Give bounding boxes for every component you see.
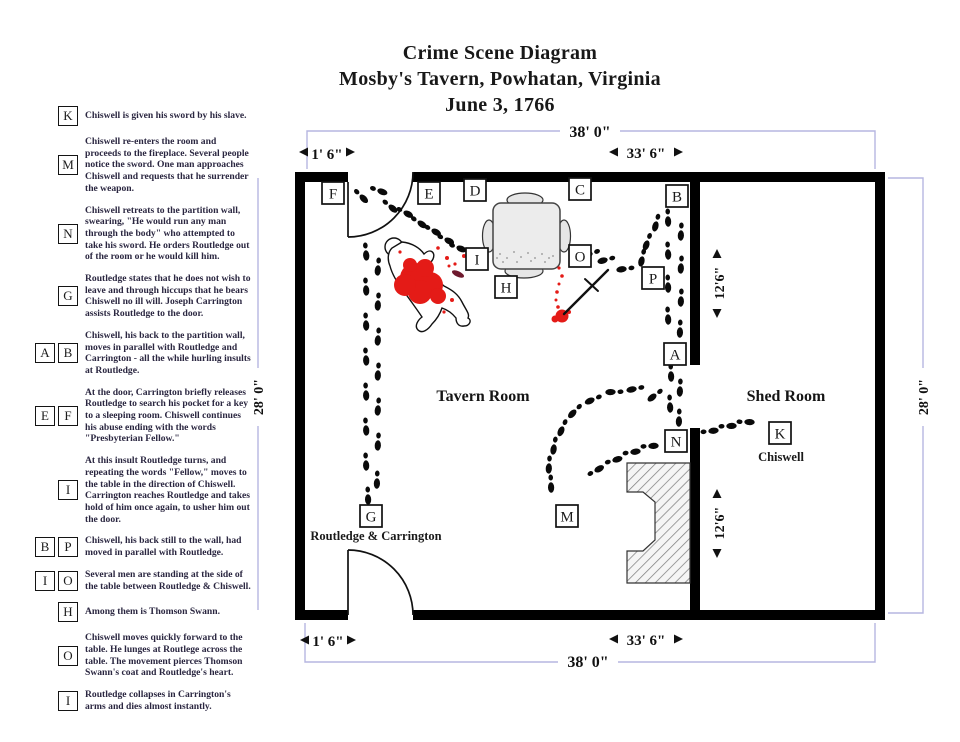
- legend-text: Chiswell moves quickly forward to the table. He lunges at Routlege across the table. The movement pierces Thomson Swann's coat and Routledge's heart.: [85, 632, 243, 679]
- legend-text: Routledge collapses in Carrington's arms and dies almost instantly.: [85, 689, 231, 712]
- dim-height-right: 28' 0": [917, 378, 932, 416]
- marker-M: [556, 505, 578, 527]
- dimension-arrow-left: [609, 635, 618, 644]
- marker-C: [569, 178, 591, 200]
- footprint-icon: [448, 241, 467, 254]
- routledge-carrington-label: Routledge & Carrington: [310, 529, 442, 543]
- marker-letter-O: O: [574, 249, 586, 266]
- legend-letter-A: A: [35, 343, 55, 363]
- dim-small-bottom: 1' 6": [312, 634, 344, 650]
- legend-text: Among them is Thomson Swann.: [85, 606, 220, 618]
- legend-text: Chiswell re-enters the room and proceeds to the fireplace. Several people notice the sword. One man approaches Chiswell and requests that he surrender the weapon.: [85, 136, 249, 194]
- footprint-icon: [374, 470, 381, 488]
- trail-b-to-p: [637, 213, 661, 267]
- footprint-icon: [677, 378, 684, 396]
- marker-letter-K: K: [774, 426, 786, 443]
- dim-small-top: 1' 6": [311, 147, 343, 163]
- legend-letter-M: M: [58, 155, 78, 175]
- footprint-icon: [651, 213, 662, 232]
- table: [493, 203, 560, 269]
- dim-shed-upper: 12'6": [713, 266, 728, 300]
- footprint-icon: [586, 464, 605, 478]
- trail-n-to-k: [700, 419, 755, 436]
- legend-letter-F: F: [58, 406, 78, 426]
- bottom-wall-right: [413, 610, 885, 620]
- footprint-icon: [641, 232, 653, 251]
- footprint-icon: [381, 198, 399, 214]
- footprint-icon: [352, 187, 369, 204]
- marker-F: [322, 182, 344, 204]
- footprint-icon: [616, 264, 635, 273]
- footprint-icon: [374, 432, 381, 451]
- legend-text: Chiswell is given his sword by his slave.: [85, 110, 247, 122]
- marker-letter-F: F: [328, 186, 338, 203]
- plan-labels: [252, 124, 932, 671]
- legend-text: Chiswell, his back to the partition wall, moves in parallel with Routledge and Carrington - all the while hurling insults at Routledge.: [85, 329, 251, 376]
- footprint-icon: [374, 362, 381, 381]
- trail-a-to-n: [666, 363, 683, 426]
- footprint-icon: [374, 292, 381, 311]
- marker-letter-D: D: [469, 183, 481, 200]
- dimension-arrow-down: [713, 549, 722, 558]
- footprint-icon: [374, 397, 382, 416]
- tavern-room-label: Tavern Room: [436, 388, 530, 405]
- fireplace: [627, 463, 690, 583]
- trail-routledge-carrington: [362, 242, 382, 505]
- dimension-arrow-right: [674, 148, 683, 157]
- footprint-icon: [374, 257, 382, 276]
- footprint-icon: [556, 418, 569, 437]
- footprint-icon: [550, 436, 559, 455]
- marker-letter-M: M: [560, 509, 574, 526]
- footprint-icon: [665, 208, 672, 226]
- legend-letter-B: B: [35, 537, 55, 557]
- sword-blade: [564, 270, 608, 314]
- footprint-icon: [362, 347, 369, 366]
- right-wall: [875, 172, 885, 620]
- dimension-arrow-up: [713, 489, 722, 498]
- marker-letter-C: C: [574, 182, 586, 199]
- trail-chiswell-wall: [664, 208, 684, 337]
- footprint-icon: [736, 419, 754, 426]
- footprint-icon: [584, 393, 603, 406]
- legend-letter-O: O: [58, 571, 78, 591]
- footprint-icon: [622, 448, 641, 457]
- marker-letter-I: I: [474, 252, 480, 269]
- dim-partial-bottom: 33' 6": [626, 633, 666, 649]
- title-line-1: Crime Scene Diagram: [402, 42, 598, 64]
- dimension-arrow-right: [346, 148, 355, 157]
- legend-text: Chiswell, his back still to the wall, had moved in parallel with Routledge.: [85, 535, 242, 559]
- footprint-icon: [665, 274, 672, 292]
- footprint-icon: [362, 242, 370, 261]
- dimension-arrow-left: [299, 148, 308, 157]
- marker-letter-A: A: [669, 347, 681, 364]
- footprint-icon: [677, 255, 684, 274]
- marker-O: [569, 245, 591, 267]
- legend-letter-I: I: [58, 480, 78, 500]
- blood-trail: [552, 266, 572, 322]
- legend-text: Several men are standing at the side of the table between Routledge & Chiswell.: [85, 568, 251, 592]
- legend-letter-G: G: [58, 286, 78, 306]
- doors: [348, 172, 413, 615]
- footprint-icon: [637, 248, 647, 267]
- dimension-arrow-right: [674, 635, 683, 644]
- legend-letter-O: O: [58, 646, 78, 666]
- footprint-icon: [666, 394, 673, 412]
- footprint-icon: [362, 417, 369, 436]
- legend-letter-N: N: [58, 224, 78, 244]
- footprint-icon: [362, 382, 369, 400]
- partition-wall-lower: [690, 428, 700, 610]
- partition-wall-upper: [690, 182, 700, 365]
- legend-letter-B: B: [58, 343, 78, 363]
- footprint-icon: [664, 306, 671, 324]
- marker-letter-B: B: [671, 189, 683, 206]
- dimension-arrow-right: [347, 636, 356, 645]
- left-wall: [295, 172, 305, 620]
- dim-height-left: 28' 0": [252, 378, 267, 416]
- legend-text: Chiswell retreats to the partition wall, swearing, "He would run any man through the body" who attempted to take his sword. He orders Routledge out of the room or he would kill him.: [85, 204, 250, 263]
- footprint-icon: [668, 363, 675, 381]
- footprint-icon: [664, 241, 671, 259]
- legend-letter-I: I: [58, 691, 78, 711]
- marker-I: [466, 248, 488, 270]
- marker-P: [642, 267, 664, 289]
- footprint-icon: [545, 455, 552, 474]
- footprint-icon: [362, 312, 369, 330]
- chiswell-label: Chiswell: [758, 450, 804, 464]
- bloody-object: [451, 269, 465, 280]
- legend-text: Routledge states that he does not wish to leave and through hiccups that he bears Chiswell no ill will. Joseph Carrington assists Routledge to the door.: [85, 273, 251, 320]
- marker-B: [666, 185, 688, 207]
- footprint-icon: [362, 452, 369, 470]
- dim-partial-top: 33' 6": [626, 146, 666, 162]
- footprint-icon: [677, 319, 684, 337]
- footprint-icon: [548, 474, 555, 492]
- dimension-arrow-down: [713, 309, 722, 318]
- marker-letter-N: N: [670, 434, 682, 451]
- dim-shed-lower: 12'6": [713, 506, 728, 540]
- dim-total-top: 38' 0": [569, 124, 611, 141]
- marker-N: [665, 430, 687, 452]
- top-door: [348, 172, 413, 237]
- footprint-icon: [640, 443, 658, 450]
- title-line-2: Mosby's Tavern, Powhatan, Virginia: [339, 68, 661, 90]
- marker-letter-G: G: [365, 509, 377, 526]
- legend-letter-H: H: [58, 602, 78, 622]
- legend-text: At the door, Carrington briefly releases Routledge to search his pocket for a key to a sleeping room. Chiswell continues his abuse ending with the words "Presbyterian Fellow.": [85, 386, 248, 445]
- footprint-icon: [678, 222, 685, 240]
- marker-E: [418, 182, 440, 204]
- footprint-icon: [700, 427, 719, 435]
- footprint-icon: [566, 402, 583, 419]
- legend-letter-E: E: [35, 406, 55, 426]
- marker-letter-E: E: [424, 186, 434, 203]
- marker-K: [769, 422, 791, 444]
- shed-room-label: Shed Room: [746, 388, 826, 405]
- table-group: [483, 193, 571, 278]
- footprint-icon: [646, 387, 664, 403]
- legend-letter-K: K: [58, 106, 78, 126]
- legend-letter-I: I: [35, 571, 55, 591]
- bottom-door: [348, 550, 413, 615]
- footprint-icon: [626, 384, 645, 394]
- legend-text: At this insult Routledge turns, and repeating the words "Fellow," moves to the table in the direction of Chiswell. Carrington reaches Routledge and takes hold of him once again, to usher him out the door.: [85, 455, 251, 525]
- footprint-icon: [604, 455, 623, 466]
- marker-letter-P: P: [648, 271, 658, 288]
- footprint-icon: [374, 327, 382, 346]
- marker-letter-H: H: [500, 280, 512, 297]
- footprint-icon: [362, 277, 369, 296]
- marker-D: [464, 179, 486, 201]
- footprint-icon: [718, 423, 736, 430]
- footprint-icon: [369, 184, 388, 196]
- dim-total-bottom: 38' 0": [567, 654, 609, 671]
- dimension-arrow-left: [609, 148, 618, 157]
- marker-G: [360, 505, 382, 527]
- marker-H: [495, 276, 517, 298]
- dimension-arrow-up: [713, 249, 722, 258]
- footprint-icon: [678, 288, 685, 306]
- title-line-3: June 3, 1766: [445, 94, 555, 116]
- marker-A: [664, 343, 686, 365]
- footprint-icon: [605, 389, 623, 396]
- footprint-icon: [365, 486, 372, 504]
- legend-letter-P: P: [58, 537, 78, 557]
- footprint-icon: [676, 408, 683, 426]
- sword: [564, 270, 608, 314]
- footprint-icon: [597, 254, 616, 265]
